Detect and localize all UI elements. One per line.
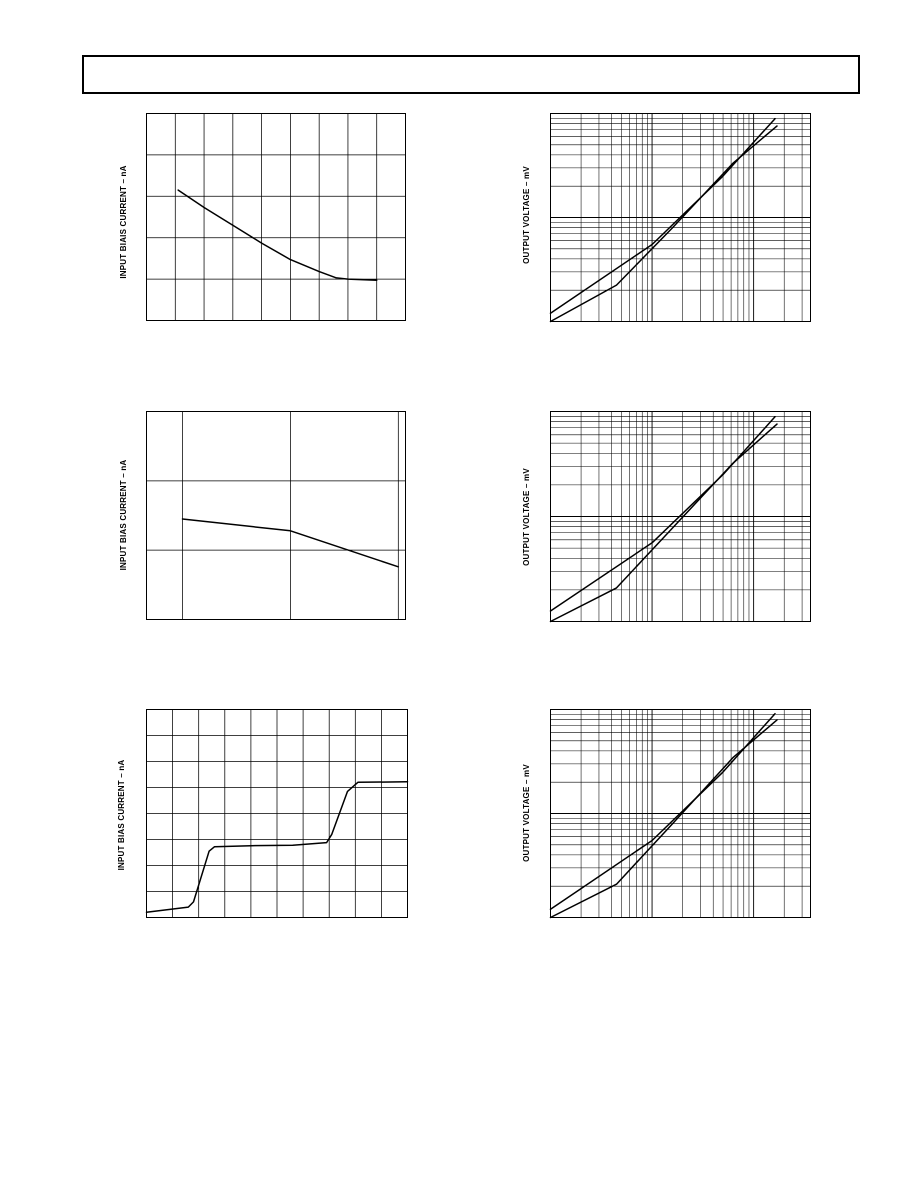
chart-3-ylabel: INPUT BIAS CURRENT – nA [117,759,126,871]
chart-5-ylabel: OUTPUT VOLTAGE – mV [522,468,531,566]
chart-5 [550,411,811,622]
chart-4-ylabel: OUTPUT VOLTAGE – mV [522,166,531,264]
chart-2-ylabel: INPUT BIAS CURRENT – nA [119,459,128,571]
chart-6 [550,709,811,918]
chart-6-ylabel: OUTPUT VOLTAGE – mV [522,764,531,862]
series-line-1 [551,714,776,910]
series-line-1 [178,190,377,280]
series-line-1 [551,119,776,314]
series-line-1 [551,417,776,611]
series-line-2 [551,424,778,621]
chart-4 [550,113,811,322]
chart-1 [146,113,406,321]
plot-frame [147,412,406,620]
series-line-2 [551,126,778,322]
plot-frame [147,114,406,321]
series-line-2 [551,720,778,918]
page-header-box [82,55,860,94]
chart-3 [146,709,408,918]
chart-1-ylabel: INPUT BIAIS CURRENT – nA [119,165,128,279]
chart-2 [146,411,406,620]
